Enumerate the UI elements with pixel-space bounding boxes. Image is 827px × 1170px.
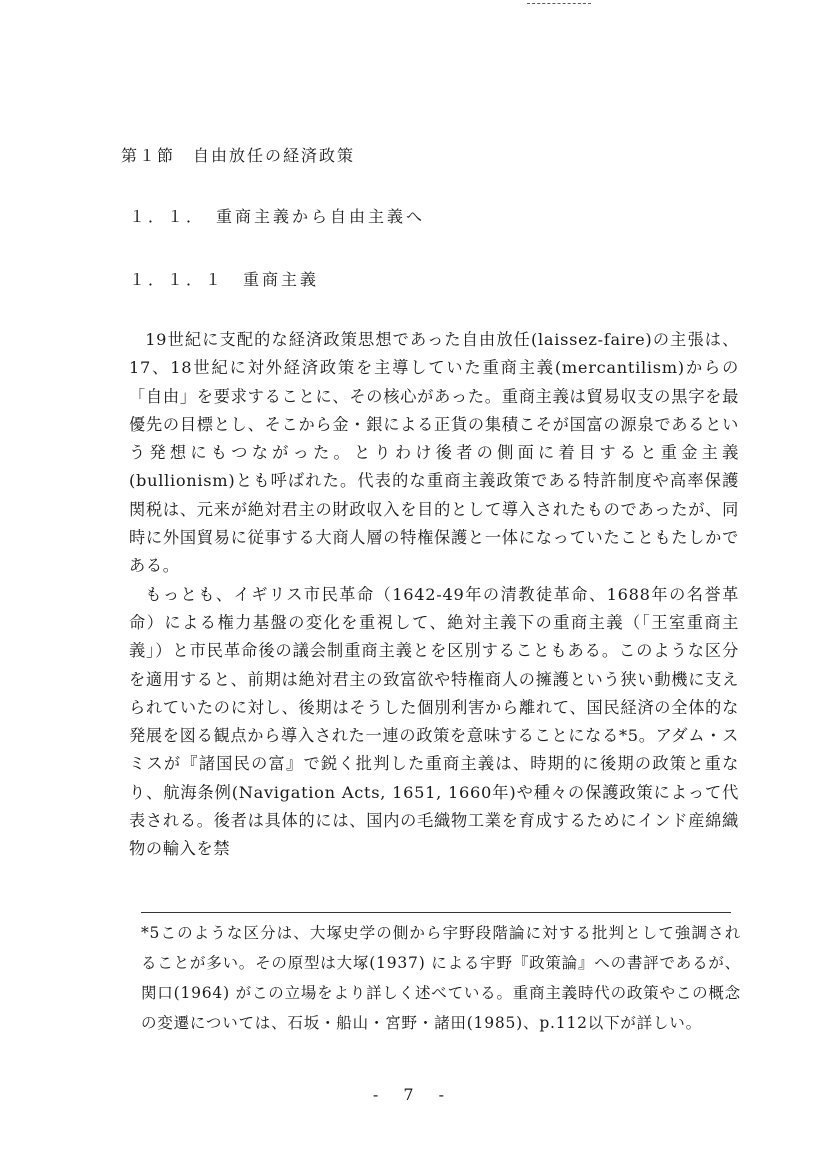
subsubsection-title: １．１．１ 重商主義 [129,270,320,289]
subsection-title: １．１． 重商主義から自由主義へ [129,207,426,226]
top-scan-mark [527,3,591,4]
footnote-divider [141,912,731,913]
section-title: 第１節 自由放任の経済政策 [121,146,356,165]
body-text [129,326,739,864]
paragraph-1: 19世紀に支配的な経済政策思想であった自由放任(laissez-faire)の主張は、17、18世紀に対外経済政策を主導していた重商主義(mercantilism)からの「自由」を要求することに、その核心があった。重商主義は貿易収支の黒字を最優先の目標とし、そこから金・銀による正貨の集積こそが国富の源泉であるという発想にもつながった。とりわけ後者の側面に着目すると重金主義(bullionism)とも呼ばれた。代表的な重商主義政策である特許制度や高率保護関税は、元来が絶対君主の財政収入を目的として導入されたものであったが、同時に外国貿易に従事する大商人層の特権保護と一体になっていたこともたしかである。 [129,330,739,576]
footnote-5: *5このような区分は、大塚史学の側から宇野段階論に対する批判として強調されることが多い。その原型は大塚(1937) による宇野『政策論』への書評であるが、関口(1964) がこの立場をより詳しく述べている。重商主義時代の政策やこの概念の変遷については、石坂・船山・宮野・諸田(1985)、p.112以下が詳しい。 [141,924,741,1032]
paragraph-2: もっとも、イギリス市民革命（1642-49年の清教徒革命、1688年の名誉革命）による権力基盤の変化を重視して、絶対主義下の重商主義（「王室重商主義」）と市民革命後の議会制重商主義とを区別することもある。このような区分を適用すると、前期は絶対君主の致富欲や特権商人の擁護という狭い動機に支えられていたのに対し、後期はそうした個別利害から離れて、国民経済の全体的な発展を図る観点から導入された一連の政策を意味することになる*5。アダム・スミスが『諸国民の富』で鋭く批判した重商主義は、時期的に後期の政策と重なり、航海条例(Navigation Acts, 1651, 1660年)や種々の保護政策によって代表される。後者は具体的には、国内の毛織物工業を育成するためにインド産綿織物の輸入を禁 [129,584,739,859]
page-number: - 7 - [372,1085,455,1104]
footnote [141,918,741,1038]
